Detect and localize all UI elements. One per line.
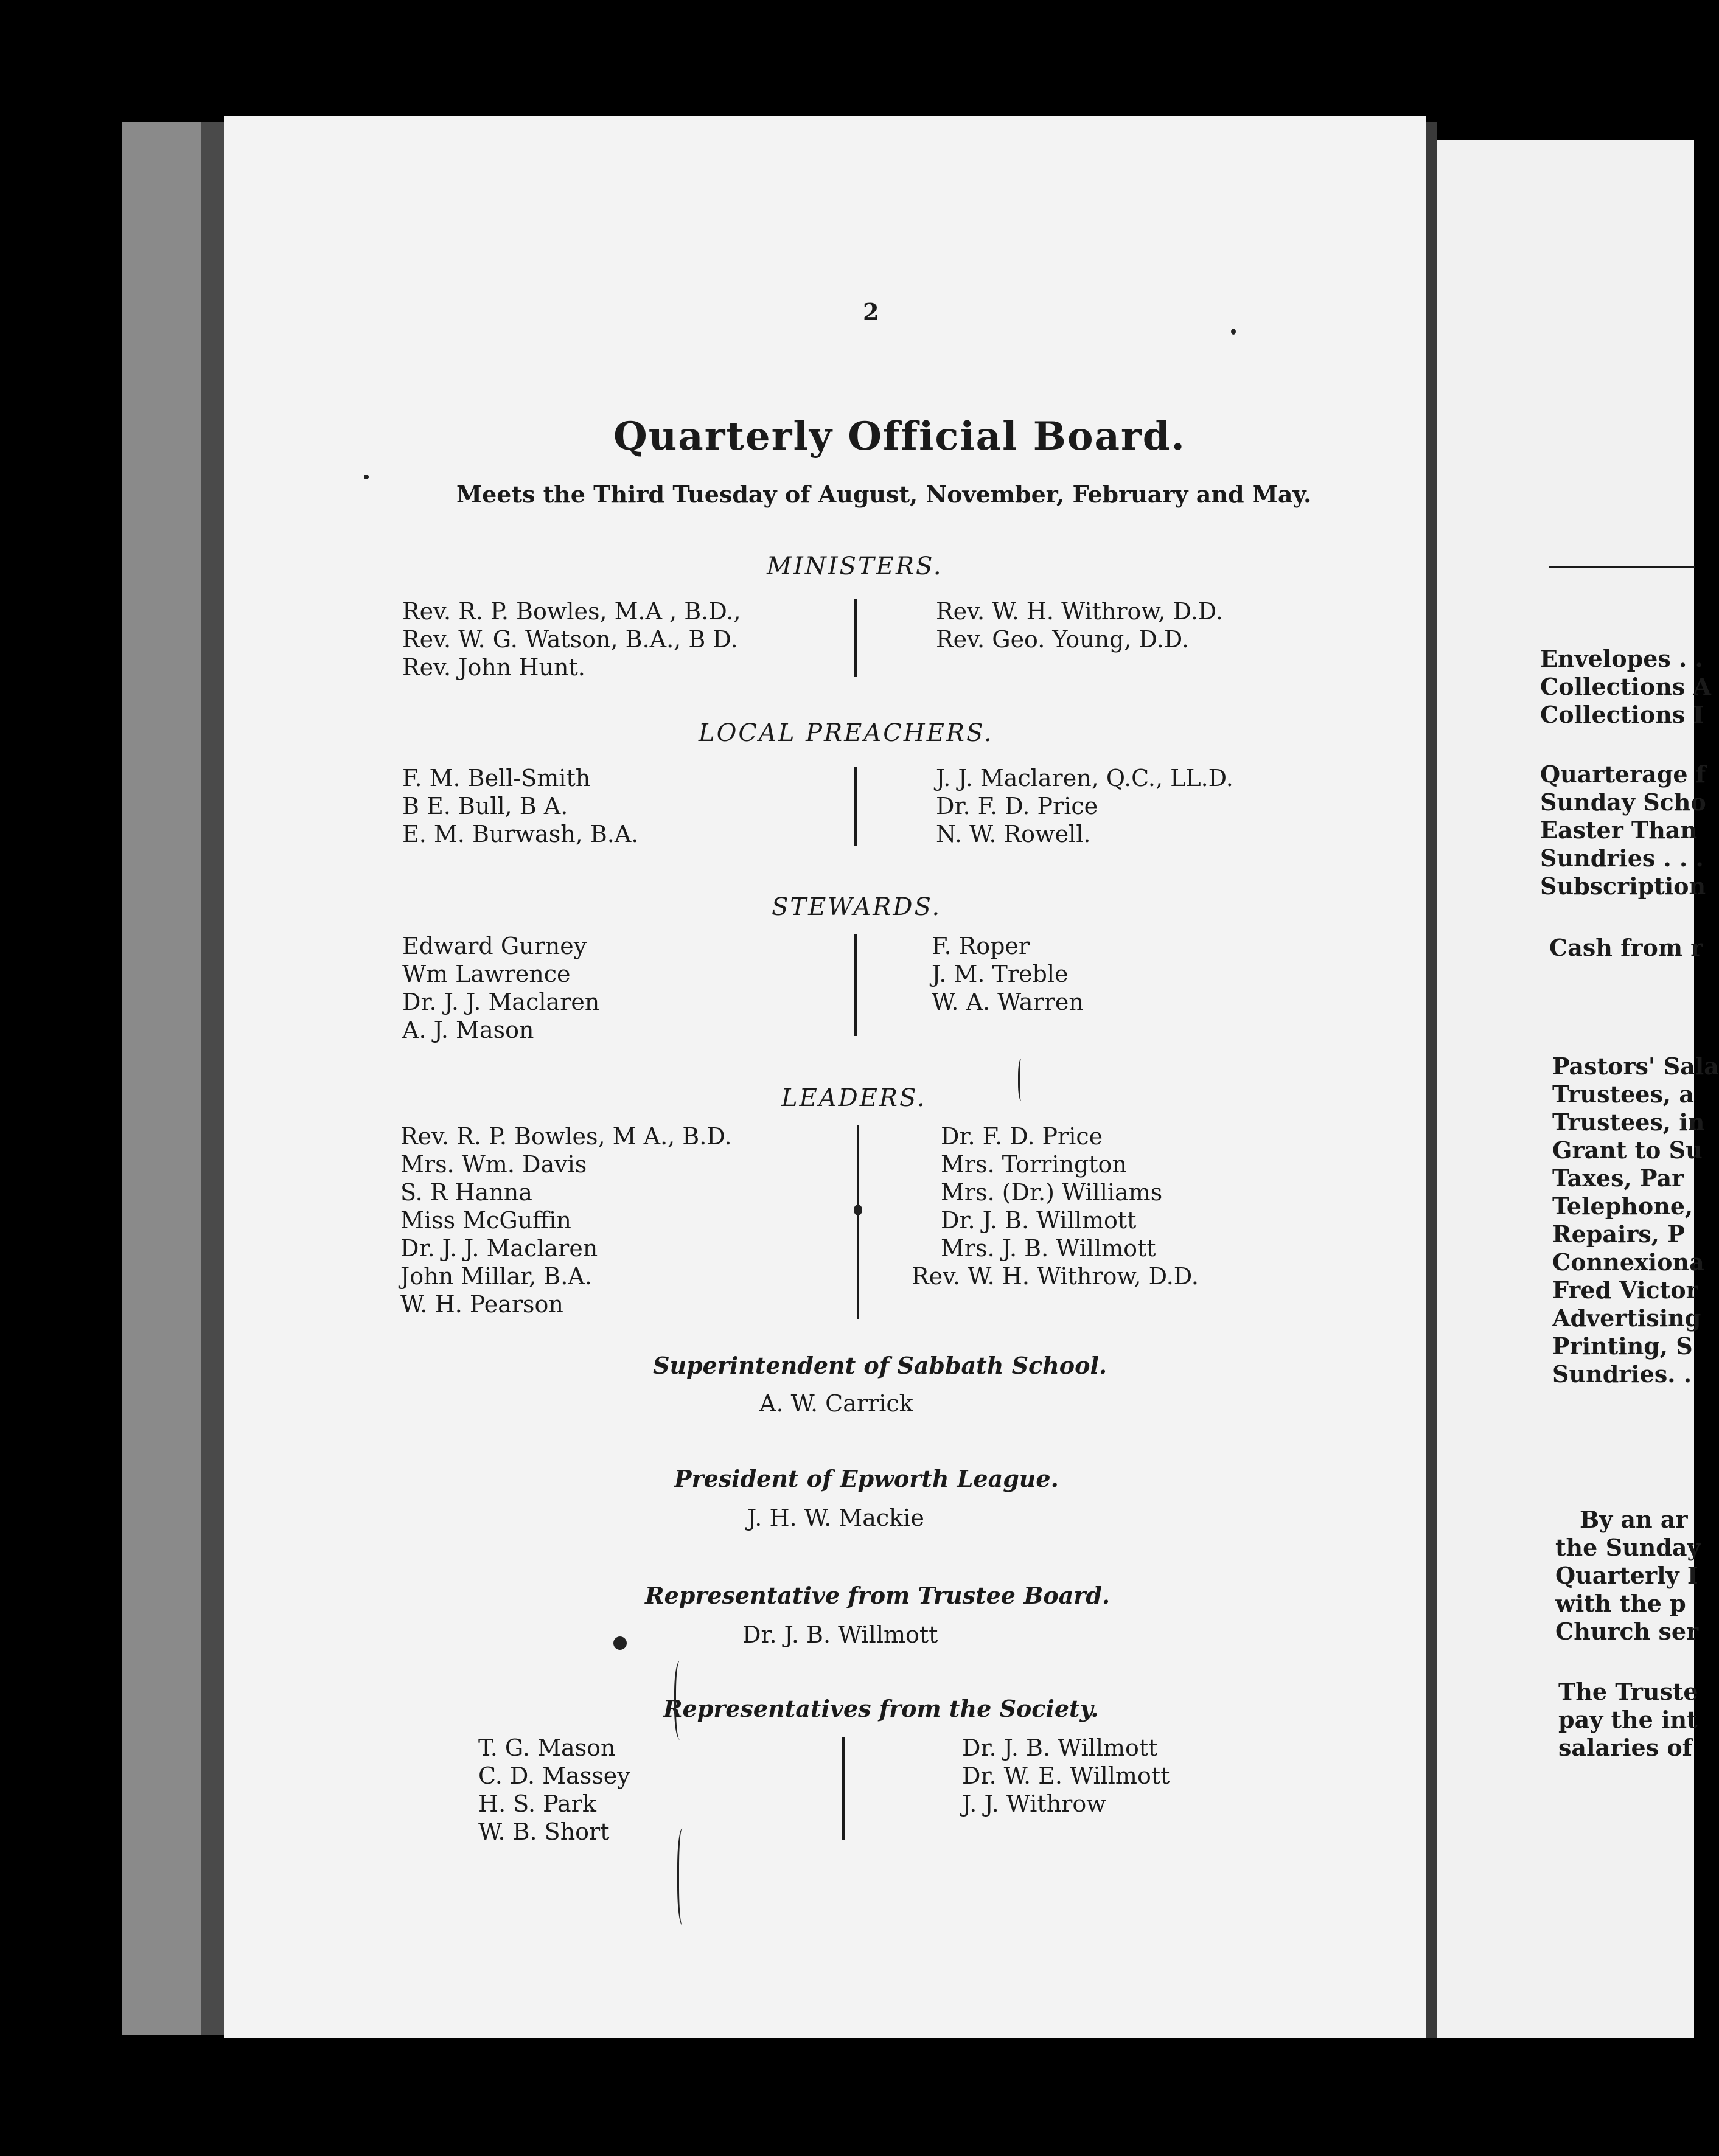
list-item: T. G. Mason [478,1734,616,1761]
stewards-left-list [402,932,599,1044]
trustee-label: Representative from Trustee Board. [645,1582,1111,1609]
stewards-heading: STEWARDS. [772,893,942,921]
local-preachers-heading: LOCAL PREACHERS. [699,719,994,747]
epworth-label: President of Epworth League. [674,1465,1059,1492]
list-item: Collections I [1540,701,1704,728]
list-item: Trustees, in [1552,1108,1705,1136]
list-item: Advertising [1552,1304,1701,1332]
right-page-rule [1549,566,1695,568]
list-item: Mrs. J. B. Willmott [941,1235,1156,1262]
page-subtitle: Meets the Third Tuesday of August, November, February and May. [456,481,1312,508]
left-page [224,116,1426,2038]
page-title: Quarterly Official Board. [613,414,1186,459]
list-item: salaries of [1558,1734,1693,1761]
list-item: Taxes, Par [1552,1164,1684,1192]
page-number: 2 [863,298,879,325]
right-group-2 [1540,760,1706,900]
list-item: Church ser [1555,1618,1699,1645]
list-item: Dr. J. B. Willmott [941,1207,1137,1234]
list-item: F. Roper [932,933,1030,959]
list-item: Edward Gurney [402,933,587,959]
list-item: H. S. Park [478,1790,596,1817]
column-divider [854,599,857,677]
ministers-heading: MINISTERS. [767,552,943,580]
list-item: Telephone, [1552,1192,1693,1220]
sabbath-school-name: A. W. Carrick [759,1390,913,1417]
column-divider [854,934,857,1036]
list-item: J. J. Maclaren, Q.C., LL.D. [936,765,1233,791]
list-item: Mrs. (Dr.) Williams [941,1179,1163,1206]
list-item: E. M. Burwash, B.A. [402,821,639,847]
epworth-name: J. H. W. Mackie [747,1504,924,1531]
list-item: Subscription [1540,872,1706,900]
list-item: Rev. Geo. Young, D.D. [936,626,1189,653]
list-item: Dr. F. D. Price [936,793,1098,819]
list-item: B E. Bull, B A. [402,793,568,819]
right-page [1437,140,1719,2038]
list-item: Rev. John Hunt. [402,654,585,681]
list-item: Mrs. Torrington [941,1151,1127,1178]
list-item: The Truste [1558,1678,1698,1705]
right-group-4 [1552,1052,1719,1388]
list-item: Fred Victor [1552,1276,1698,1304]
list-item: Collections A [1540,673,1711,700]
list-item: Sunday Scho [1540,788,1706,816]
list-item: N. W. Rowell. [936,821,1091,847]
right-group-6 [1558,1678,1698,1762]
ministers-right-list [936,597,1223,653]
list-item: pay the int [1558,1706,1698,1733]
ink-speck [364,475,369,479]
list-item: C. D. Massey [478,1762,630,1789]
list-item: Envelopes . . [1540,645,1703,672]
list-item: Dr. F. D. Price [941,1123,1103,1150]
list-item: W. B. Short [478,1818,610,1845]
list-item: Easter Than [1540,816,1698,844]
binding-shadow [201,122,225,2035]
sabbath-school-label: Superintendent of Sabbath School. [653,1352,1107,1379]
local-preachers-left-list [402,764,638,848]
list-item: Quarterly I [1555,1562,1698,1589]
list-item: Dr. J. J. Maclaren [402,989,600,1015]
list-item: Printing, S [1552,1332,1693,1360]
right-group-1 [1540,645,1711,729]
list-item: Rev. W. H. Withrow, D.D. [912,1263,1199,1290]
list-item: Connexiona [1552,1248,1704,1276]
list-item: S. R Hanna [400,1179,532,1206]
right-group-3 [1549,934,1703,962]
page-gutter [1426,122,1437,2038]
list-item: J. J. Withrow [962,1790,1106,1817]
ministers-left-list [402,597,741,681]
list-item: Sundries. . [1552,1360,1692,1388]
trustee-name: Dr. J. B. Willmott [742,1621,938,1648]
list-item: Quarterage f [1540,760,1706,788]
list-item: Cash from r [1549,934,1703,961]
list-item: John Millar, B.A. [400,1263,592,1290]
ink-speck [1231,329,1236,335]
list-item: Dr. J. B. Willmott [962,1734,1158,1761]
column-divider [842,1737,845,1840]
list-item: the Sunday [1555,1534,1701,1561]
list-item: F. M. Bell-Smith [402,765,591,791]
list-item: J. M. Treble [932,961,1069,987]
pen-mark [1018,1059,1026,1101]
list-item: Rev. W. H. Withrow, D.D. [936,598,1223,625]
pen-mark [674,1661,688,1740]
list-item: Mrs. Wm. Davis [400,1151,587,1178]
list-item: W. H. Pearson [400,1291,563,1318]
list-item: Rev. R. P. Bowles, M A., B.D. [400,1123,732,1150]
list-item: Trustees, a [1552,1080,1694,1108]
list-item: Sundries . . . [1540,844,1704,872]
list-item: Miss McGuffin [400,1207,571,1234]
stewards-right-list [932,932,1084,1016]
right-group-5 [1555,1506,1701,1646]
list-item: with the p [1555,1590,1686,1617]
leaders-heading: LEADERS. [781,1084,927,1112]
leaders-right-list [912,1122,1240,1290]
leaders-left-list [400,1122,732,1318]
list-item: Dr. J. J. Maclaren [400,1235,598,1262]
list-item: W. A. Warren [932,989,1084,1015]
list-item: Rev. R. P. Bowles, M.A , B.D., [402,598,741,625]
list-item: Repairs, P [1552,1220,1685,1248]
society-label: Representatives from the Society. [663,1695,1099,1722]
list-item: Wm Lawrence [402,961,571,987]
column-divider [854,767,857,846]
column-divider [857,1125,859,1319]
pen-mark [677,1828,690,1925]
list-item: Rev. W. G. Watson, B.A., B D. [402,626,738,653]
list-item: Grant to Su [1552,1136,1703,1164]
society-left-list [478,1734,630,1846]
list-item: Pastors' Sala [1552,1052,1719,1080]
society-right-list [962,1734,1170,1818]
local-preachers-right-list [936,764,1233,848]
list-item: Dr. W. E. Willmott [962,1762,1170,1789]
list-item: By an ar [1580,1506,1688,1533]
list-item: A. J. Mason [402,1017,534,1043]
ink-speck [613,1636,627,1650]
ink-speck [854,1205,862,1215]
